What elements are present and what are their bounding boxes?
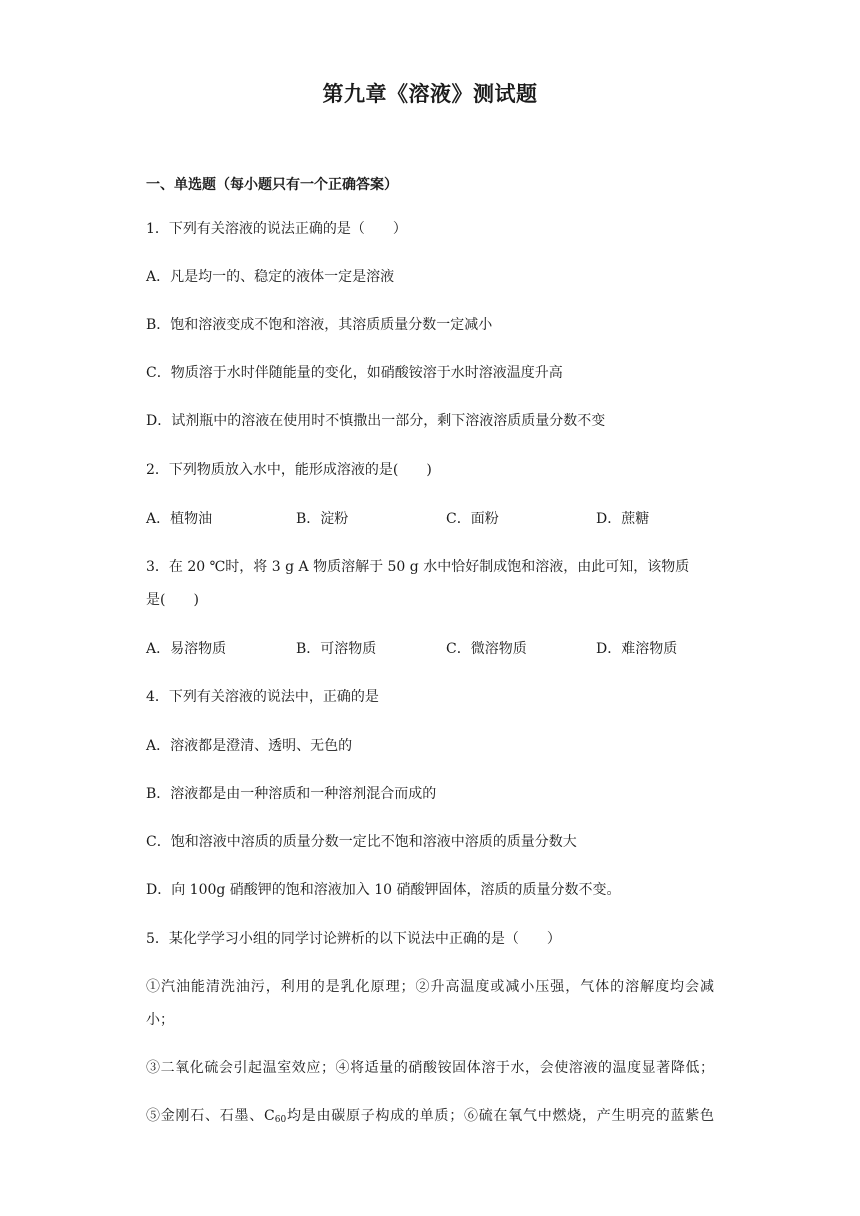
question-4-option-c: C．饱和溶液中溶质的质量分数一定比不饱和溶液中溶质的质量分数大	[146, 834, 577, 850]
question-1-option-d: D．试剂瓶中的溶液在使用时不慎撒出一部分，剩下溶液溶质质量分数不变	[146, 413, 606, 429]
question-1-option-b: B．饱和溶液变成不饱和溶液，其溶质质量分数一定减小	[146, 317, 493, 333]
question-2-stem: 2．下列物质放入水中，能形成溶液的是( )	[146, 462, 432, 478]
page-title: 第九章《溶液》测试题	[322, 81, 538, 106]
question-2-options	[146, 508, 746, 528]
question-5-statements-line4-part1: ⑤金刚石、石墨、C	[146, 1108, 275, 1124]
question-3-stem-line1: 3．在 20 ℃时，将 3 g A 物质溶解于 50 g 水中恰好制成饱和溶液，由此可知，该物质	[146, 559, 690, 575]
question-3-option-a: A．易溶物质	[146, 641, 227, 657]
question-3-options	[146, 638, 746, 658]
question-1-option-a: A．凡是均一的、稳定的液体一定是溶液	[146, 269, 395, 285]
question-1-stem: 1．下列有关溶液的说法正确的是（ ）	[146, 221, 407, 237]
question-5-statements-line2: 小；	[146, 1012, 174, 1028]
question-3-option-c: C．微溶物质	[446, 641, 527, 657]
question-5-statements-line1: ①汽油能清洗油污，利用的是乳化原理；②升高温度或减小压强，气体的溶解度均会减	[146, 979, 714, 995]
question-5-statements-line4-part2: 均是由碳原子构成的单质；⑥硫在氧气中燃烧，产生明亮的蓝紫色	[286, 1108, 714, 1124]
subscript-60: 60	[274, 1115, 287, 1125]
question-1-option-c: C．物质溶于水时伴随能量的变化，如硝酸铵溶于水时溶液温度升高	[146, 365, 563, 381]
question-4-stem: 4．下列有关溶液的说法中，正确的是	[146, 689, 379, 705]
question-2-option-c: C．面粉	[446, 511, 499, 527]
question-3-option-d: D．难溶物质	[596, 641, 678, 657]
question-3-stem-line2: 是( )	[146, 592, 199, 608]
question-4-option-b: B．溶液都是由一种溶质和一种溶剂混合而成的	[146, 786, 437, 802]
section-heading: 一、单选题（每小题只有一个正确答案）	[146, 177, 398, 193]
question-2-option-b: B．淀粉	[296, 511, 349, 527]
question-4-option-d: D．向 100g 硝酸钾的饱和溶液加入 10 硝酸钾固体，溶质的质量分数不变。	[146, 882, 621, 898]
question-2-option-a: A．植物油	[146, 511, 213, 527]
question-5-statements-line4	[146, 1105, 714, 1125]
question-4-option-a: A．溶液都是澄清、透明、无色的	[146, 738, 353, 754]
question-5-statements-line3: ③二氧化硫会引起温室效应；④将适量的硝酸铵固体溶于水，会使溶液的温度显著降低；	[146, 1060, 714, 1076]
question-3-option-b: B．可溶物质	[296, 641, 377, 657]
question-5-stem: 5．某化学学习小组的同学讨论辨析的以下说法中正确的是（ ）	[146, 931, 561, 947]
question-2-option-d: D．蔗糖	[596, 511, 650, 527]
